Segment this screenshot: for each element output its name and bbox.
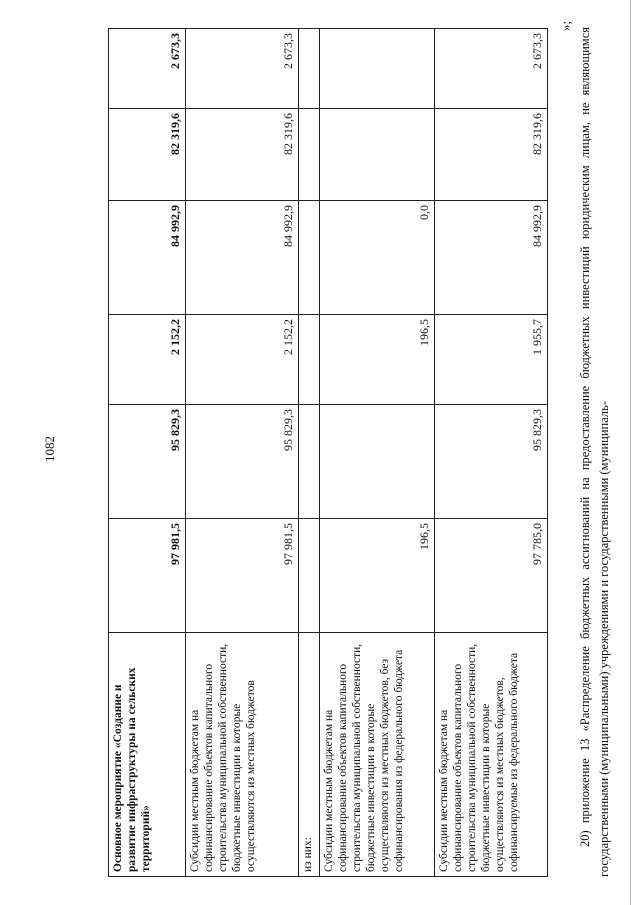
page-number: 1082 (42, 436, 57, 462)
cell-value (299, 519, 320, 633)
budget-table (108, 28, 548, 877)
cell-value (320, 405, 435, 519)
cell-value: 95 829,3 (186, 405, 299, 519)
cell-value: 2 152,2 (186, 315, 299, 405)
cell-value: 97 981,5 (186, 519, 299, 633)
table-row-main-activity (109, 29, 186, 877)
cell-value: 84 992,9 (186, 201, 299, 315)
cell-value (299, 29, 320, 109)
cell-value: 0,0 (320, 201, 435, 315)
cell-value: 82 319,6 (109, 109, 186, 201)
row-description: Субсидии местным бюджетам на софинансирование объектов капитального строительства муниципальной собственности, бюджетные инвестиции в которые осуществляются из местных бюджетов, без софинансирования из федерального бюджета (320, 633, 435, 877)
cell-value: 2 673,3 (435, 29, 548, 109)
cell-value: 2 673,3 (186, 29, 299, 109)
cell-value: 97 785,0 (435, 519, 548, 633)
cell-value: 84 992,9 (435, 201, 548, 315)
cell-value (299, 201, 320, 315)
cell-value: 2 152,2 (109, 315, 186, 405)
table-row-federal-cofinanced (435, 29, 548, 877)
scan-edge-line (630, 0, 631, 905)
footer-text: 20) приложение 13 «Распределение бюджетных ассигнований на предоставление бюджетных инвестиций юридическим лицам, не являющимся государственными (муниципальными) учреждениями и государственными (муниципаль- (578, 27, 611, 877)
row-description: из них: (299, 633, 320, 877)
cell-value (299, 109, 320, 201)
cell-value: 82 319,6 (435, 109, 548, 201)
table-row-without-federal (320, 29, 435, 877)
cell-value: 95 829,3 (435, 405, 548, 519)
cell-value: 82 319,6 (186, 109, 299, 201)
table-row-subsidy (186, 29, 299, 877)
closing-quote-mark: »; (558, 20, 573, 31)
row-description: Основное мероприятие «Создание и развитие инфраструктуры на сельских территорий» (109, 633, 186, 877)
cell-value (320, 29, 435, 109)
cell-value: 196,5 (320, 519, 435, 633)
cell-value: 84 992,9 (109, 201, 186, 315)
row-description: Субсидии местным бюджетам на софинансирование объектов капитального строительства муниципальной собственности, бюджетные инвестиции в которые осуществляются из местных бюджетов (186, 633, 299, 877)
cell-value: 2 673,3 (109, 29, 186, 109)
row-description: Субсидии местным бюджетам на софинансирование объектов капитального строительства муниципальной собственности, бюджетные инвестиции в которые осуществляются из местных бюджетов, софинансируемые из федерального бюджета (435, 633, 548, 877)
cell-value (299, 315, 320, 405)
cell-value: 97 981,5 (109, 519, 186, 633)
cell-value: 95 829,3 (109, 405, 186, 519)
cell-value: 196,5 (320, 315, 435, 405)
cell-value (299, 405, 320, 519)
cell-value (320, 109, 435, 201)
footer-paragraph (576, 27, 614, 877)
table-row-of-which (299, 29, 320, 877)
cell-value: 1 955,7 (435, 315, 548, 405)
